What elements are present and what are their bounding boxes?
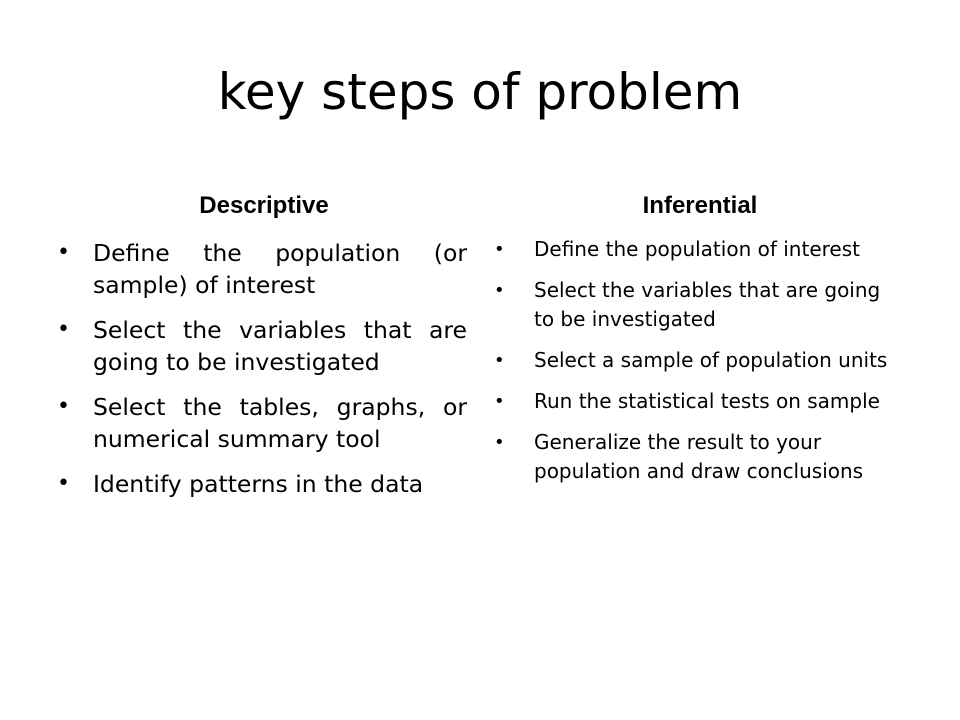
bullet-icon: • (494, 432, 505, 453)
list-item-text: Select the variables that are going to be investigated (534, 278, 881, 331)
list-item-text: Identify patterns in the data (93, 470, 424, 498)
slide-title: key steps of problem (217, 63, 743, 121)
list-item-text: Define the population of interest (534, 237, 860, 261)
list-item (57, 391, 467, 455)
bullet-icon: • (57, 317, 70, 342)
bullet-icon: • (494, 391, 505, 412)
list-item (494, 428, 894, 486)
descriptive-steps-list (57, 237, 467, 513)
list-item-text: Select a sample of population units (534, 348, 888, 372)
list-item (57, 314, 467, 378)
list-item-text: Run the statistical tests on sample (534, 389, 880, 413)
list-item (494, 346, 894, 375)
list-item-text: Select the variables that are going to be investigated (93, 316, 467, 376)
bullet-icon: • (57, 240, 70, 265)
list-item (57, 468, 467, 500)
list-item-text: Generalize the result to your population and draw conclusions (534, 430, 864, 483)
bullet-icon: • (57, 471, 70, 496)
list-item (494, 387, 894, 416)
inferential-steps-list (494, 235, 894, 498)
inferential-heading: Inferential (642, 192, 758, 219)
list-item (57, 237, 467, 301)
list-item-text: Define the population (or sample) of interest (93, 239, 467, 299)
bullet-icon: • (494, 280, 505, 301)
descriptive-heading: Descriptive (199, 192, 329, 219)
list-item (494, 235, 894, 264)
list-item (494, 276, 894, 334)
list-item-text: Select the tables, graphs, or numerical summary tool (93, 393, 467, 453)
bullet-icon: • (57, 394, 70, 419)
bullet-icon: • (494, 239, 505, 260)
bullet-icon: • (494, 350, 505, 371)
